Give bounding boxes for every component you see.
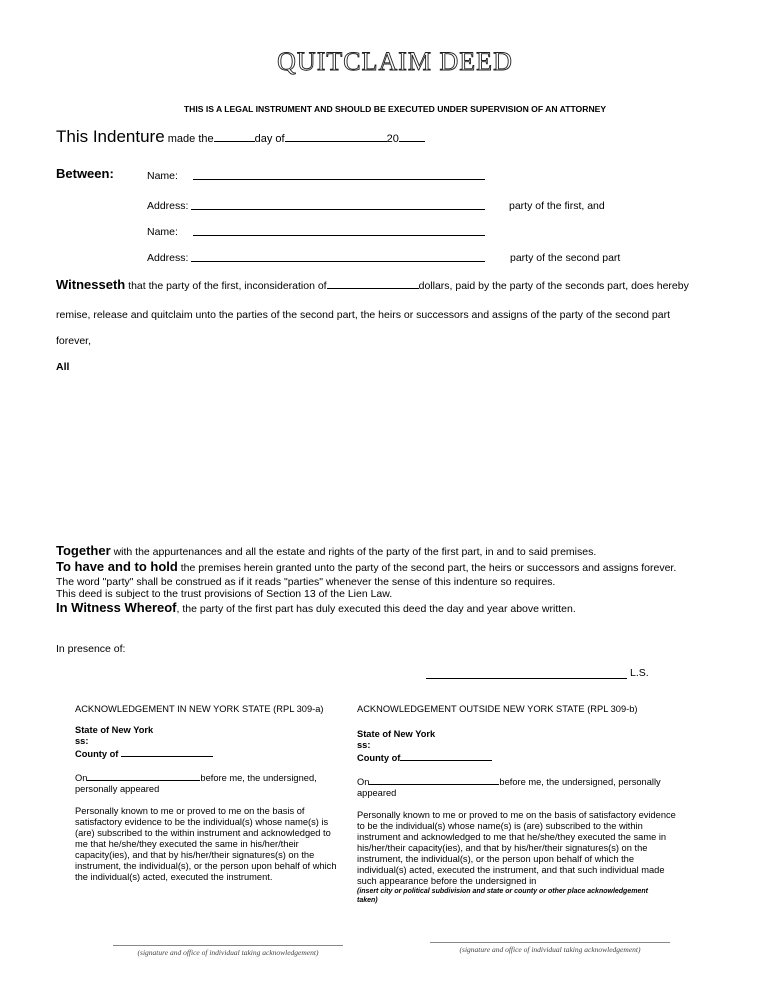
document-title: QUITCLAIM DEED	[277, 47, 513, 76]
ack-outside-on-label: On	[357, 777, 370, 787]
month-blank[interactable]	[285, 131, 387, 142]
ack-outside-block	[357, 704, 687, 905]
all-label: All	[56, 361, 70, 373]
hold-text: the premises herein granted unto the party of the second part, the heirs or successors and assigns forever.	[177, 562, 677, 574]
witnesseth-line	[56, 277, 689, 292]
indenture-line	[56, 127, 425, 147]
ack-ny-on-label: On	[75, 773, 88, 783]
first-party-name-field[interactable]	[193, 179, 485, 180]
ack-ny-signature-field[interactable]	[113, 945, 343, 946]
ack-outside-body: Personally known to me or proved to me on the basis of satisfactory evidence to be the individual(s) whose name(s) is (are) subscribed to the within instrument and acknowledged to me that he/she/they executed the same in his/her/their capacity(ies), and that by his/her/their signatures(s) on the instrument, the individual(s), or the person upon behalf of which the individual(s) acted, executed the instrument, and that such individual made such appearance before the undersigned in	[357, 810, 676, 886]
hold-clause	[56, 560, 676, 574]
day-of-label: day of	[254, 133, 285, 145]
second-party-name-label: Name:	[147, 226, 178, 238]
day-blank[interactable]	[214, 131, 255, 142]
witnesseth-line-2: remise, release and quitclaim unto the parties of the second part, the heirs or successors and assigns of the party of the second part	[56, 309, 671, 321]
witnesseth-text: that the party of the first, inconsideration of	[125, 280, 327, 292]
indenture-lead: This Indenture	[56, 127, 165, 146]
first-party-name-label: Name:	[147, 170, 178, 182]
ack-outside-signature-field[interactable]	[430, 942, 670, 943]
presence-label: In presence of:	[56, 643, 126, 655]
ack-ny-county-field[interactable]	[121, 747, 213, 757]
ack-ny-state: State of New York	[75, 725, 154, 735]
together-text: with the appurtenances and all the estate and rights of the party of the first part, in and to said premises.	[110, 546, 597, 558]
ack-ny-block	[75, 704, 345, 883]
first-party-address-label: Address:	[147, 200, 189, 212]
ack-ny-signature-caption: (signature and office of individual taking acknowledgement)	[137, 948, 319, 957]
made-the-label: made the	[164, 133, 214, 145]
ack-outside-ss: ss:	[357, 740, 371, 750]
consideration-amount-blank[interactable]	[327, 278, 419, 289]
second-party-address-label: Address:	[147, 252, 189, 264]
between-label: Between:	[56, 166, 114, 181]
first-party-address-field[interactable]	[191, 209, 485, 210]
ls-label: L.S.	[630, 667, 649, 679]
party-clause: The word "party" shall be construed as if it reads "parties" whenever the sense of this indenture so requires.	[56, 576, 556, 588]
ack-outside-header: ACKNOWLEDGEMENT OUTSIDE NEW YORK STATE (RPL 309-b)	[357, 704, 638, 714]
ack-ny-header: ACKNOWLEDGEMENT IN NEW YORK STATE (RPL 309-a)	[75, 704, 324, 714]
witnesseth-text-after: dollars, paid by the party of the seconds part, does hereby	[418, 280, 689, 292]
together-lead: Together	[56, 543, 111, 558]
second-party-address-field[interactable]	[191, 261, 485, 262]
ack-outside-before: before me, the undersigned, personally appeared	[357, 777, 661, 798]
grantor-signature-field[interactable]	[426, 678, 627, 679]
ack-outside-state: State of New York	[357, 729, 436, 739]
together-clause	[56, 544, 596, 558]
witnesseth-line-3: forever,	[56, 335, 92, 347]
year-blank[interactable]	[399, 131, 425, 142]
witness-lead: In Witness Whereof	[56, 600, 177, 615]
witness-text: , the party of the first part has duly executed this deed the day and year above written.	[176, 603, 576, 615]
year-prefix: 20	[386, 133, 399, 145]
lien-clause: This deed is subject to the trust provisions of Section 13 of the Lien Law.	[56, 588, 393, 600]
attorney-notice: THIS IS A LEGAL INSTRUMENT AND SHOULD BE EXECUTED UNDER SUPERVISION OF AN ATTORNEY	[183, 104, 607, 114]
ack-outside-date-field[interactable]	[369, 775, 499, 785]
ack-ny-county-label: County of	[75, 749, 119, 759]
first-party-role: party of the first, and	[509, 200, 605, 212]
ack-ny-date-field[interactable]	[87, 771, 200, 781]
ack-ny-before: before me, the undersigned, personally appeared	[75, 773, 317, 794]
ack-outside-county-label: County of	[357, 753, 401, 763]
ack-outside-place-note: (insert city or political subdivision and state or county or other place acknowledgement taken)	[357, 888, 648, 904]
ack-ny-ss: ss:	[75, 736, 89, 746]
ack-ny-body: Personally known to me or proved to me on the basis of satisfactory evidence to be the individual(s) whose name(s) is (are) subscribed to the within instrument and acknowledged to me that he/she/they executed the same in his/her/their capacity(ies), and that by his/her/their signatures(s) on the instrument, the individual(s), or the person upon behalf of which the individual(s) acted, executed the instrument.	[75, 806, 337, 882]
witnesseth-lead: Witnesseth	[56, 277, 126, 292]
hold-lead: To have and to hold	[56, 559, 178, 574]
ack-outside-county-field[interactable]	[400, 751, 492, 761]
ack-outside-signature-caption: (signature and office of individual taking acknowledgement)	[459, 945, 641, 954]
second-party-name-field[interactable]	[193, 235, 485, 236]
second-party-role: party of the second part	[510, 252, 621, 264]
witness-clause	[56, 601, 576, 615]
